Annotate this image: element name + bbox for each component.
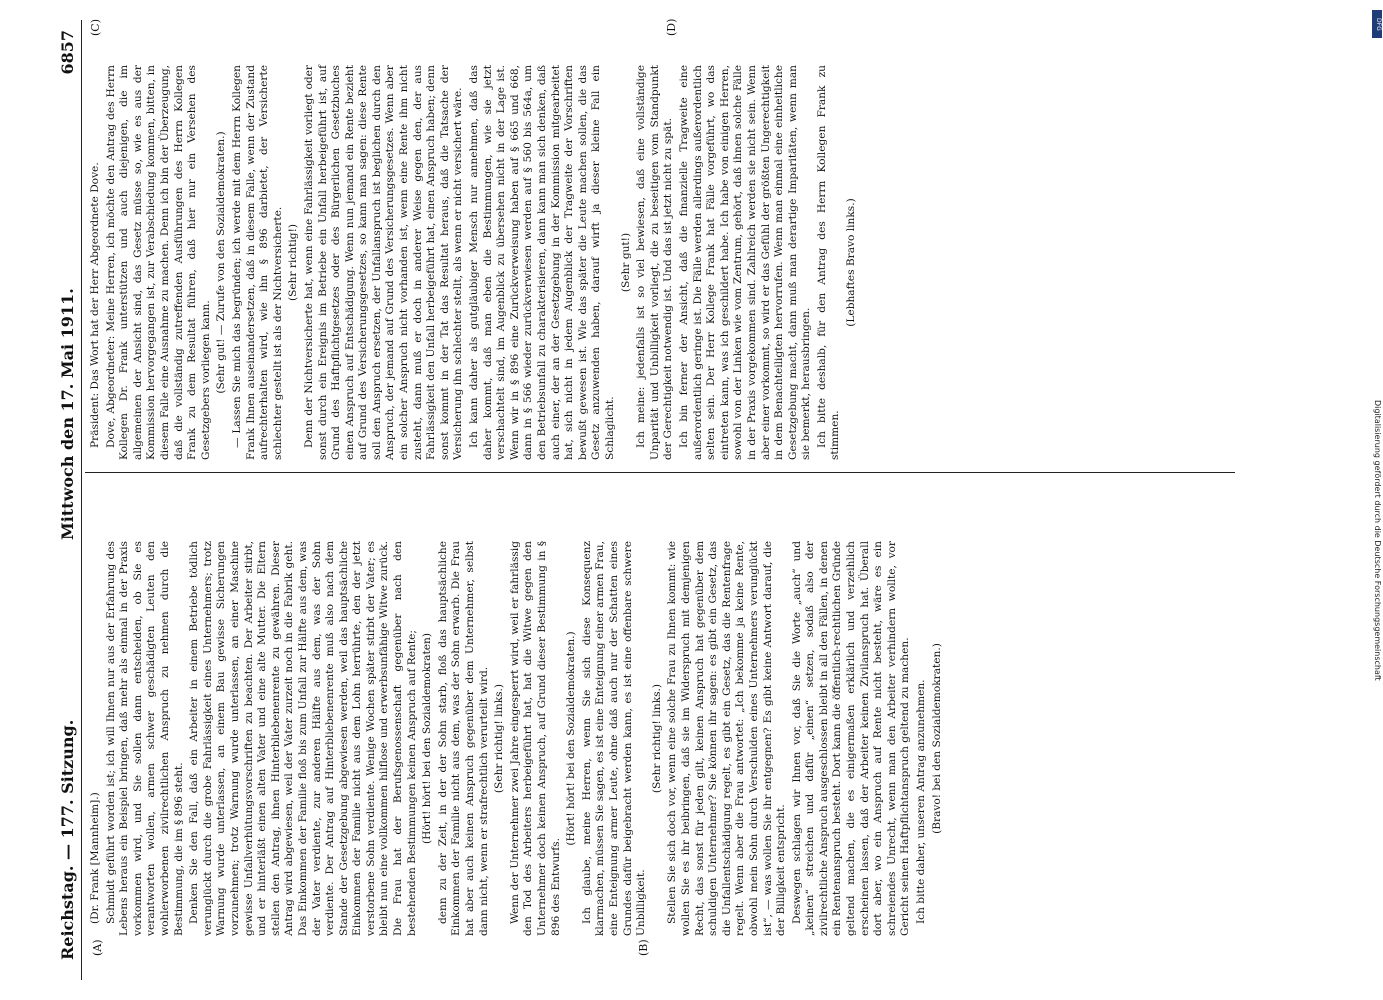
paragraph: (Dr. Frank [Mannheim].): [89, 792, 101, 924]
side-attribution: [1372, 10, 1382, 990]
page-header: [55, 20, 82, 980]
header-left: Reichstag. — 177. Sitzung.: [58, 719, 77, 960]
paragraph: Denken Sie den Fall, daß ein Arbeiter in einem Betriebe tödlich verunglückt durch die grobe Fahrlässigkeit eines Unternehmers; trotz Warnung wurde unterlassen, an einem Bau gewisse Sicherungen vorzunehmen; trotz Warnung wurde unterlassen, an einer Maschine gewisse Unfallverhütungsvorschriften zu beachten. Der Arbeiter stirbt, und er hinterläßt einen alten Vater und eine alte Mutter. Die Eltern stellen den Antrag, ihnen Hinterbliebenenrente zu gewähren. Dieser Antrag wird abgewiesen, weil der Vater zurzeit noch in die Fabrik geht. Das Einkommen der Familie floß bis zum Unfall zur Hälfte aus dem, was der Vater verdiente, zur anderen Hälfte aus dem, was der Sohn verdiente. Der Antrag auf Hinterbliebenenrente muß also nach dem Stande der Gesetzgebung abgewiesen werden, weil das hauptsächliche Einkommen der Familie nicht aus dem Lohn herrührte, den der jetzt verstorbene Sohn verdiente. Wenige Wochen später stirbt der Vater; es bleibt nun eine vollkommen hilflose und erwerbsunfähige Witwe zurück. Die Frau hat der Berufsgenossenschaft gegenüber nach den bestehenden Bestimmungen keinen Anspruch auf Rente;: [188, 541, 418, 936]
margin-mark-c: (C): [89, 19, 102, 36]
interjection: (Hört! hört! bei den Sozialdemokraten): [421, 633, 434, 844]
header-date: Mittwoch den 17. Mai 1911.: [58, 288, 77, 540]
column-divider: [85, 472, 1235, 473]
paragraph: Dove, Abgeordneter: Meine Herren, ich möchte den Antrag des Herrn Kollegen Dr. Frank unterstützen und auch diejenigen, die im allgemeinen der Ansicht sind, das Gesetz müsse so, wie es aus der Kommission hervorgegangen ist, zur Verabschiedung kommen, bitten, in diesem Falle eine Ausnahme zu machen. Denn ich bin der Überzeugung, daß die vollständig zutreffenden Ausführungen des Herrn Kollegen Frank zu dem Resultat führen, daß hier nur ein Versehen des Gesetzgebers vorliegen kann.: [104, 65, 212, 460]
right-column: [89, 65, 861, 460]
paragraph: Ich bitte daher, unseren Antrag anzunehmen.: [915, 679, 928, 924]
interjection: (Sehr richtig!): [287, 224, 300, 301]
margin-mark-d: (D): [665, 18, 678, 36]
paragraph: Ich glaube, meine Herren, wenn Sie sich diese Konsequenz klarmachen, müssen Sie sagen, es ist eine Enteignung einer armen Frau, eine Enteignung armer Leute, ohne daß auch nur der Schatten eines Grundes dafür beigebracht werden kann, es ist eine offenbare schwere Unbilligkeit.: [580, 541, 648, 936]
interjection: (Bravo! bei den Sozialdemokraten.): [930, 643, 943, 834]
paragraph: denn zu der Zeit, in der der Sohn starb, floß das hauptsächliche Einkommen der Familie nicht aus dem, was der Sohn erwarb. Die Frau hat aber auch keinen Anspruch gegenüber dem Unternehmer, selbst dann nicht, wenn er strafrechtlich verurteilt wird.: [436, 541, 490, 936]
left-column: [89, 541, 946, 936]
paragraph: Ich kann daher als gutgläubiger Mensch nur annehmen, daß das daher kommt, daß man eben die Bestimmungen, wie sie jetzt verschachtelt sind, im Augenblick zu übersehen nicht in der Lage ist. Wenn wir in § 896 eine Zurückverweisung haben auf § 665 und 668, dann in § 566 wieder zurückverwiesen werden auf § 560 bis 564a, um den Betriebsunfall zu charakterisieren, dann kann man sich denken, daß auch einer, der an der Gesetzgebung in der Kommission mitgearbeitet hat, sich nicht in jedem Augenblick der Tragweite der Vorschriften bewußt gewesen ist. Wie das später die Leute machen sollen, die das Gesetz anzuwenden haben, darauf wirft ja dieser kleine Fall ein Schlaglicht.: [468, 65, 616, 460]
header-page-number: 6857: [58, 30, 77, 75]
paragraph: Ich bin ferner der Ansicht, daß die finanzielle Tragweite eine außerordentlich geringe ist. Die Fälle werden allerdings außerordentlich selten sein. Der Herr Kollege Frank hat Fälle vorgeführt, wo das eintreten kann, was ich geschildert habe. Ich habe von einigen Herren, sowohl von der Linken wie vom Zentrum, gehört, daß ihnen solche Fälle in der Praxis vorgekommen sind. Zahlreich werden sie nicht sein. Wenn aber einer vorkommt, so wird er das Gefühl der größten Ungerechtigkeit in dem Benachteiligten hervorrufen. Wenn man einmal eine einheitliche Gesetzgebung macht, dann muß man derartige Imparitäten, wenn man sie bemerkt, herausbringen.: [677, 65, 813, 460]
paragraph: Ich meine: jedenfalls ist so viel bewiesen, daß eine vollständige Unparität und Unbilligkeit vorliegt, die zu beseitigen vom Standpunkt der Gerechtigkeit notwendig ist. Und das ist jetzt nicht zu spät.: [635, 65, 675, 460]
interjection: (Sehr richtig! links.): [650, 683, 663, 794]
interjection: (Sehr richtig! links.): [493, 683, 506, 794]
paragraph: Deswegen schlagen wir Ihnen vor, daß Sie die Worte „auch“ und „keinen“ streichen und dafür „einen“ setzen, sodaß also der zivilrechtliche Anspruch ausgeschlossen bleibt in all den Fällen, in denen ein Rentenanspruch besteht. Dort kann die öffentlich-rechtlichen Gründe geltend machen, die es einigermaßen erklärlich und verzeihlich erscheinen lassen, daß der Arbeiter keinen Zivilanspruch hat. Überall dort aber, wo ein Anspruch auf Rente nicht besteht, wäre es ein schreiendes Unrecht, wenn man den Arbeiter verhindern wollte, vor Gericht seinen Haftpflichtanspruch geltend zu machen.: [790, 541, 912, 936]
paragraph: Wenn der Unternehmer zwei Jahre eingesperrt wird, weil er fahrlässig den Tod des Arbeiters herbeigeführt hat, hat die Witwe gegen den Unternehmer doch keinen Anspruch, auf Grund dieser Bestimmung in § 896 des Entwurfs.: [508, 541, 562, 936]
margin-mark-a: (A): [91, 939, 104, 956]
interjection: (Lebhaftes Bravo links.): [845, 198, 858, 327]
paragraph: Stellen Sie sich doch vor, wenn eine solche Frau zu Ihnen kommt: wie wollen Sie es ihr beibringen, daß sie im Widerspruch mit demjenigen Recht, das sonst für jeden gilt, keinen Anspruch hat gegenüber dem schuldigen Unternehmer? Sie können ihr sagen: es gibt ein Gesetz, das die Unfallentschädigung regelt, es gibt ein Gesetz, das die Rentenfrage regelt. Wenn aber die Frau antwortet: „Ich bekomme ja keine Rente, obwohl mein Sohn durch Verschulden eines Unternehmers verunglückt ist“, — was wollen Sie ihr entgegnen? Es gibt keine Antwort darauf, die der Billigkeit entspricht.: [666, 541, 788, 936]
digitization-note: Digitalisierung gefördert durch die Deutsche Forschungsgemeinschaft: [1373, 400, 1382, 681]
paragraph: Schmidt geführt worden ist; ich will Ihnen nur aus der Erfahrung des Lebens heraus ein Beispiel bringen, daß mehr als einmal in der Praxis vorkommen wird, und Sie sollen dann entscheiden, ob Sie es verantworten wollen, armen schwer geschädigten Leuten den wohlerworbenen zivilrechtlichen Anspruch zu nehmen durch die Bestimmung, die im § 896 steht.: [104, 541, 185, 936]
paragraph: Ich bitte deshalb, für den Antrag des Herrn Kollegen Frank zu stimmen.: [815, 65, 842, 460]
paragraph: Präsident: Das Wort hat der Herr Abgeordnete Dove.: [89, 162, 101, 448]
rotated-page: [55, 20, 1295, 980]
interjection: (Sehr gut! — Zurufe von den Sozialdemokraten.): [215, 131, 228, 394]
interjection: (Hört! hört! bei den Sozialdemokraten.): [565, 631, 578, 846]
paragraph: Denn der Nichtversicherte hat, wenn eine Fahrlässigkeit vorliegt oder sonst durch ein Ereignis im Betriebe ein Unfall herbeigeführt ist, auf Grund des Haftpflichtgesetzes oder des Bürgerlichen Gesetzbuches einen Anspruch auf Entschädigung. Wenn nun jemand ein Rente bezieht auf Grund des Versicherungsgesetzes, so kann man sagen: diese Rente soll den Anspruch ersetzen, der Unfallanspruch ist beglichen durch den Anspruch, der jemand auf Grund des Versicherungsgesetzes. Wenn aber ein solcher Anspruch nicht vorhanden ist, wenn eine Rente ihm nicht zusteht, dann muß er doch in anderer Weise gegen den, der aus Fahrlässigkeit den Unfall herbeigeführt hat, einen Anspruch haben; denn sonst kommt in der Tat das Resultat heraus, daß die Tatsache der Versicherung ihn schlechter stellt, als wenn er nicht versichert wäre.: [302, 65, 465, 460]
interjection: (Sehr gut!): [619, 232, 632, 293]
margin-mark-b: (B): [637, 939, 650, 956]
dfg-logo: DFG: [1372, 10, 1382, 38]
paragraph: — Lassen Sie mich das begründen; ich werde mit dem Herrn Kollegen Frank Ihnen auseinandersetzen, daß in diesem Falle, wenn der Zustand aufrechterhalten wird, wie ihn § 896 darbietet, der Versicherte schlechter gestellt ist als der Nichtversicherte.: [230, 65, 284, 460]
